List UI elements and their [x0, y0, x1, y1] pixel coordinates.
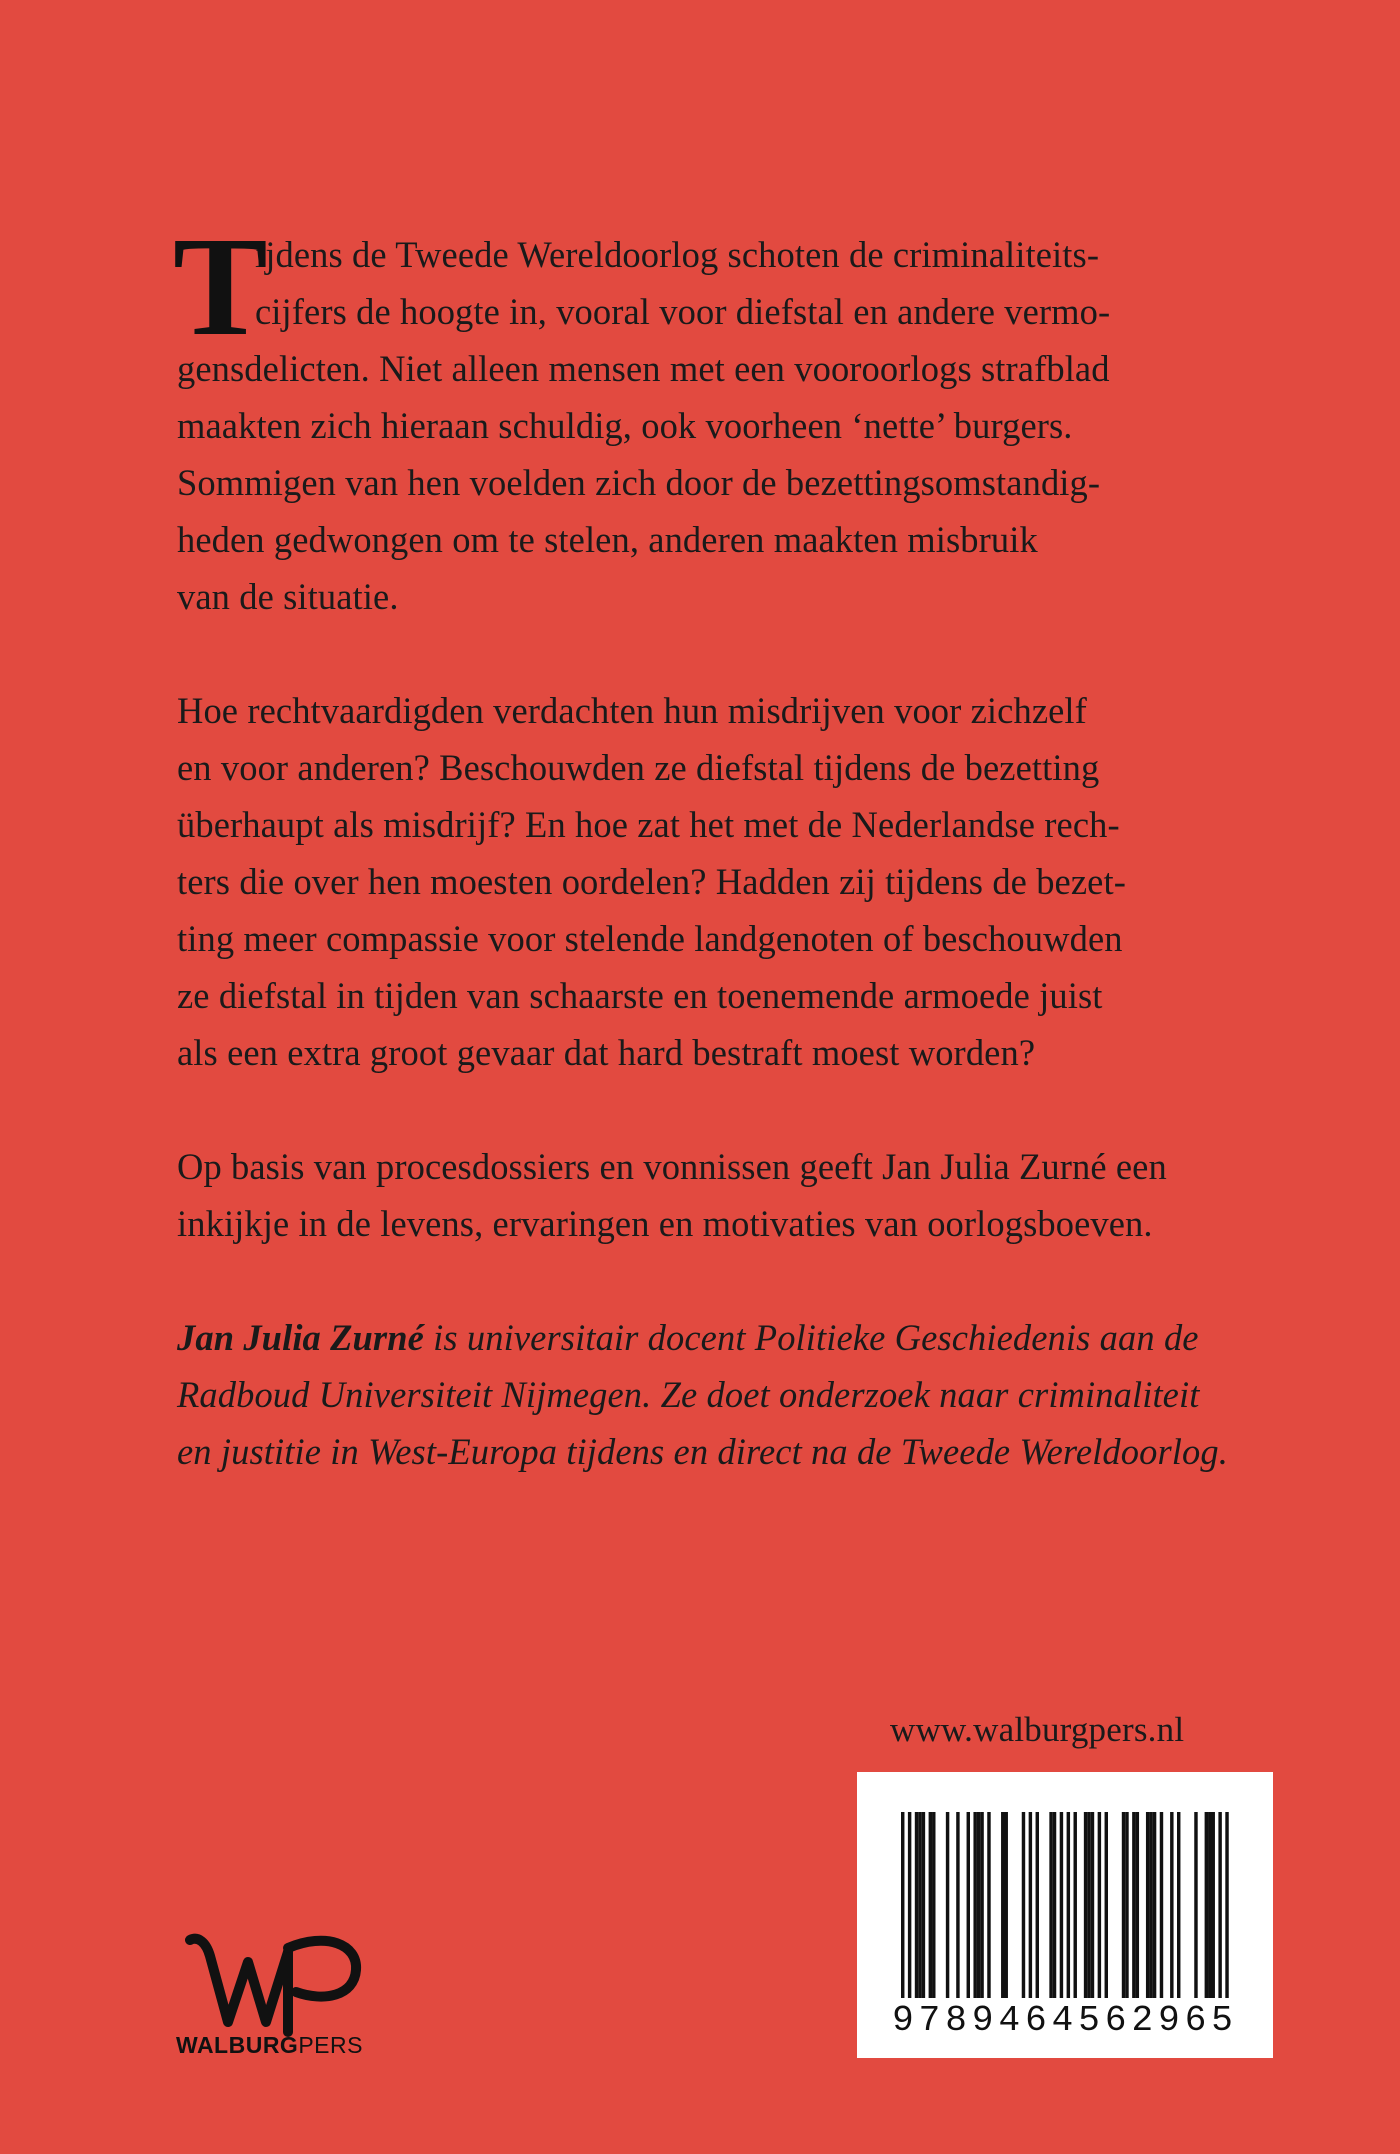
- publisher-url: www.walburgpers.nl: [890, 1710, 1185, 1749]
- bio-text: is universitair docent Politieke Geschiedenis aan de: [423, 1317, 1199, 1358]
- publisher-logo-wordmark: [176, 2032, 363, 2059]
- barcode-bar: [1049, 1812, 1052, 1998]
- barcode-bar: [932, 1812, 935, 1998]
- logo-word-thin: PERS: [298, 2032, 363, 2058]
- barcode-bar: [1125, 1812, 1128, 1998]
- barcode-bar: [1153, 1812, 1156, 1998]
- back-cover-text: [173, 207, 1287, 1480]
- barcode-bar: [1087, 1812, 1090, 1998]
- barcode-bar: [1225, 1812, 1228, 1998]
- isbn-number: 9789464562965: [892, 2000, 1238, 2041]
- barcode-bar: [956, 1812, 959, 1998]
- blurb-line: van de situatie.: [177, 576, 399, 617]
- barcode-bar: [1084, 1812, 1087, 1998]
- blurb-line: ting meer compassie voor stelende landgenoten of beschouwden: [177, 918, 1123, 959]
- barcode-bar: [1053, 1812, 1056, 1998]
- barcode-bar: [1067, 1812, 1070, 1998]
- blurb-line: heden gedwongen om te stelen, anderen maakten misbruik: [177, 519, 1038, 560]
- barcode-bar: [1022, 1812, 1025, 1998]
- blurb-line: en voor anderen? Beschouwden ze diefstal tijdens de bezetting: [177, 747, 1100, 788]
- drop-cap: T: [173, 207, 268, 365]
- barcode-bar: [1136, 1812, 1139, 1998]
- blurb-paragraph-1: [173, 207, 1287, 625]
- barcode-bar: [967, 1812, 970, 1998]
- barcode-bar: [908, 1812, 911, 1998]
- barcode-bar: [1160, 1812, 1163, 1998]
- barcode-bar: [1205, 1812, 1208, 1998]
- author-bio: [177, 1309, 1287, 1480]
- author-name: Jan Julia Zurné: [177, 1317, 424, 1358]
- barcode-bar: [1194, 1812, 1197, 1998]
- barcode-bar: [1036, 1812, 1039, 1998]
- blurb-line: überhaupt als misdrijf? En hoe zat het met de Nederlandse rech-: [177, 804, 1120, 845]
- barcode-bar: [901, 1812, 904, 1998]
- barcode-bar: [987, 1812, 990, 1998]
- barcode-bar: [1091, 1812, 1094, 1998]
- barcode-bar: [1074, 1812, 1077, 1998]
- barcode-bar: [1001, 1812, 1004, 1998]
- blurb-line: als een extra groot gevaar dat hard bestraft moest worden?: [177, 1032, 1036, 1073]
- barcode-bar: [977, 1812, 980, 1998]
- bio-line: en justitie in West-Europa tijdens en direct na de Tweede Wereldoorlog.: [177, 1431, 1228, 1472]
- blurb-line: Op basis van procesdossiers en vonnissen geeft Jan Julia Zurné een: [177, 1146, 1167, 1187]
- blurb-line: maakten zich hieraan schuldig, ook voorheen ‘nette’ burgers.: [177, 405, 1073, 446]
- blurb-line: Hoe rechtvaardigden verdachten hun misdrijven voor zichzelf: [177, 690, 1087, 731]
- barcode-bar: [922, 1812, 925, 1998]
- barcode-bar: [1177, 1812, 1180, 1998]
- blurb-line: ijdens de Tweede Wereldoorlog schoten de criminaliteits-: [255, 234, 1100, 275]
- barcode-bar: [1122, 1812, 1125, 1998]
- logo-word-bold: WALBURG: [176, 2032, 299, 2058]
- blurb-line: ters die over hen moesten oordelen? Hadden zij tijdens de bezet-: [177, 861, 1126, 902]
- barcode-bar: [1149, 1812, 1152, 1998]
- barcode-bar: [1132, 1812, 1135, 1998]
- blurb-line: gensdelicten. Niet alleen mensen met een vooroorlogs strafblad: [177, 348, 1110, 389]
- barcode-bar: [1218, 1812, 1221, 1998]
- blurb-paragraph-3: [177, 1138, 1287, 1252]
- barcode-bar: [1105, 1812, 1108, 1998]
- barcode-bar: [1208, 1812, 1211, 1998]
- barcode-bar: [1212, 1812, 1215, 1998]
- blurb-line: Sommigen van hen voelden zich door de bezettingsomstandig-: [177, 462, 1101, 503]
- barcode-bar: [918, 1812, 921, 1998]
- bio-line: [177, 1309, 1287, 1366]
- barcode-bar: [1170, 1812, 1173, 1998]
- barcode-bar: [1060, 1812, 1063, 1998]
- isbn-barcode: [857, 1772, 1273, 2058]
- barcode-bar: [1029, 1812, 1032, 1998]
- barcode-bar: [915, 1812, 918, 1998]
- barcode-bar: [1098, 1812, 1101, 1998]
- barcode-bar: [1005, 1812, 1008, 1998]
- blurb-line: ze diefstal in tijden van schaarste en toenemende armoede juist: [177, 975, 1103, 1016]
- blurb-line: cijfers de hoogte in, vooral voor diefstal en andere vermo-: [255, 291, 1111, 332]
- bio-line: Radboud Universiteit Nijmegen. Ze doet onderzoek naar criminaliteit: [177, 1374, 1200, 1415]
- barcode-bar: [1146, 1812, 1149, 1998]
- barcode-bar: [973, 1812, 976, 1998]
- barcode-bar: [980, 1812, 983, 1998]
- blurb-line: inkijkje in de levens, ervaringen en motivaties van oorlogsboeven.: [177, 1203, 1153, 1244]
- barcode-bar: [929, 1812, 932, 1998]
- barcode-bar: [946, 1812, 949, 1998]
- blurb-paragraph-2: [177, 682, 1287, 1081]
